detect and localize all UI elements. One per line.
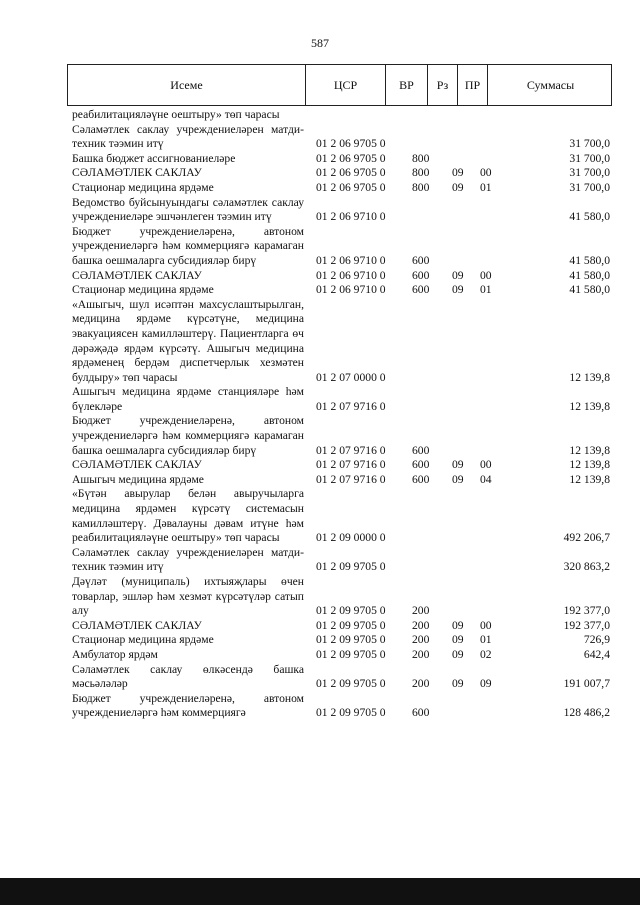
row-name: Дәүләт (муниципаль) ихтыяҗлары өчен товарлар, эшләр һәм хезмәт күрсәтүләр сатып алу: [72, 575, 304, 618]
row-csr: 01 2 09 9705 0: [316, 618, 386, 632]
row-sum: 726,9: [583, 633, 610, 647]
table-row: [72, 269, 612, 284]
row-csr: 01 2 07 9716 0: [316, 472, 386, 486]
row-csr: 01 2 07 9716 0: [316, 399, 386, 413]
row-vr: 200: [412, 604, 430, 618]
row-pr: 04: [480, 472, 492, 486]
column-header-sum: Суммасы: [526, 77, 575, 92]
table-row: [72, 619, 612, 634]
table-row: [72, 181, 612, 196]
row-sum: 492 206,7: [563, 531, 610, 545]
row-sum: 12 139,8: [569, 399, 610, 413]
row-csr: 01 2 06 9705 0: [316, 166, 386, 180]
row-name: «Ашыгыч, шул исәптән махсуслаштырылган, медицина ярдәме күрсәтүне, медицина эвакуациясен камилләштерү. Пациентларга өч дәрәҗәдә ярдәм күрсәтү. Ашыгыч медицина ярдәменең бердәм диспетчерлык хезмәтен булдыру» төп чарасы: [72, 297, 304, 384]
row-csr: 01 2 09 9705 0: [316, 604, 386, 618]
table-row: [72, 458, 612, 473]
row-sum: 12 139,8: [569, 370, 610, 384]
row-csr: 01 2 06 9710 0: [316, 210, 386, 224]
row-csr: 01 2 09 0000 0: [316, 531, 386, 545]
row-name: реабилитацияләүне оештыру» төп чарасы: [72, 108, 280, 121]
row-csr: 01 2 09 9705 0: [316, 560, 386, 574]
row-rz: 09: [452, 268, 464, 282]
column-header-vr: ВР: [386, 65, 428, 105]
table-row: [72, 692, 612, 721]
row-vr: 600: [412, 443, 430, 457]
row-csr: 01 2 09 9705 0: [316, 677, 386, 691]
table-row: [72, 385, 612, 414]
row-sum: 642,4: [583, 647, 610, 661]
row-csr: 01 2 09 9705 0: [316, 633, 386, 647]
row-name: СӘЛАМӘТЛЕК САКЛАУ: [72, 458, 202, 472]
row-rz: 09: [452, 458, 464, 472]
row-vr: 200: [412, 633, 430, 647]
row-rz: 09: [452, 647, 464, 661]
row-pr: 00: [480, 618, 492, 632]
column-header-name: Исеме: [68, 65, 306, 105]
row-name: Ведомство буйсынуындагы сәламәтлек саклау учреждениеләре эшчәнлеген тәэмин итү: [72, 195, 304, 224]
table-row: [72, 123, 612, 152]
row-sum: 41 580,0: [569, 253, 610, 267]
row-csr: 01 2 09 9705 0: [316, 647, 386, 661]
row-csr: 01 2 06 9705 0: [316, 137, 386, 151]
column-header-rz: Рз: [428, 65, 458, 105]
table-row: [72, 283, 612, 298]
row-name: Стационар медицина ярдәме: [72, 180, 214, 194]
table-row: [72, 196, 612, 225]
row-csr: 01 2 06 9705 0: [316, 151, 386, 165]
row-sum: 31 700,0: [569, 151, 610, 165]
row-vr: 600: [412, 706, 430, 720]
table-row: [72, 633, 612, 648]
table-row: [72, 473, 612, 488]
row-pr: 00: [480, 268, 492, 282]
row-vr: 600: [412, 268, 430, 282]
row-name: «Бүтән авырулар белән авыручыларга медицина ярдәмен күрсәтү системасын камилләштерү. Дәвалауны дәвам итүне һәм реабилитацияләүне оештыру» төп чарасы: [72, 487, 304, 545]
row-vr: 600: [412, 253, 430, 267]
row-rz: 09: [452, 618, 464, 632]
row-rz: 09: [452, 283, 464, 297]
table-row: [72, 414, 612, 458]
table-row: [72, 487, 612, 545]
row-rz: 09: [452, 166, 464, 180]
row-rz: 09: [452, 633, 464, 647]
column-header-pr: ПР: [458, 65, 488, 105]
row-name: СӘЛАМӘТЛЕК САКЛАУ: [72, 268, 202, 282]
row-name: Бюджет учреждениеләренә, автоном учреждениеләргә һәм коммерциягә: [72, 691, 304, 720]
row-name: СӘЛАМӘТЛЕК САКЛАУ: [72, 166, 202, 180]
row-vr: 800: [412, 180, 430, 194]
row-rz: 09: [452, 472, 464, 486]
row-vr: 600: [412, 283, 430, 297]
row-sum: 31 700,0: [569, 180, 610, 194]
table-row: [72, 298, 612, 386]
table-row: [72, 225, 612, 269]
row-name: Бюджет учреждениеләренә, автоном учреждениеләргә һәм коммерциягә карамаган башка оешмаларга субсидияләр бирү: [72, 414, 304, 457]
row-csr: 01 2 07 0000 0: [316, 370, 386, 384]
row-csr: 01 2 09 9705 0: [316, 706, 386, 720]
row-pr: 01: [480, 633, 492, 647]
row-name: Сәламәтлек саклау учреждениеләрен матди-техник тәэмин итү: [72, 545, 304, 574]
table-row: [72, 648, 612, 663]
row-name: Стационар медицина ярдәме: [72, 633, 214, 647]
row-name: Сәламәтлек саклау учреждениеләрен матди-техник тәэмин итү: [72, 122, 304, 151]
table-row: [72, 575, 612, 619]
table-row: [72, 166, 612, 181]
row-name: Башка бюджет ассигнованиеләре: [72, 151, 236, 165]
row-sum: 41 580,0: [569, 210, 610, 224]
budget-table-body: [72, 108, 612, 721]
row-csr: 01 2 06 9710 0: [316, 268, 386, 282]
row-pr: 00: [480, 458, 492, 472]
row-sum: 41 580,0: [569, 268, 610, 282]
row-sum: 41 580,0: [569, 283, 610, 297]
scan-bottom-edge: [0, 878, 640, 905]
row-sum: 128 486,2: [563, 706, 610, 720]
table-row: [72, 546, 612, 575]
row-vr: 800: [412, 151, 430, 165]
row-csr: 01 2 07 9716 0: [316, 443, 386, 457]
table-header: [67, 64, 612, 106]
row-sum: 320 863,2: [563, 560, 610, 574]
table-row: [72, 152, 612, 167]
row-sum: 12 139,8: [569, 443, 610, 457]
row-name: Бюджет учреждениеләренә, автоном учреждениеләргә һәм коммерциягә карамаган башка оешмаларга субсидияләр бирү: [72, 224, 304, 267]
row-sum: 31 700,0: [569, 166, 610, 180]
row-sum: 12 139,8: [569, 458, 610, 472]
row-name: Сәламәтлек саклау өлкәсендә башка мәсьәләләр: [72, 662, 304, 691]
row-name: Амбулатор ярдәм: [72, 647, 158, 661]
row-vr: 200: [412, 647, 430, 661]
row-sum: 192 377,0: [563, 618, 610, 632]
table-row: [72, 663, 612, 692]
row-vr: 600: [412, 472, 430, 486]
table-row: [72, 108, 612, 123]
row-pr: 01: [480, 180, 492, 194]
row-rz: 09: [452, 180, 464, 194]
row-vr: 200: [412, 677, 430, 691]
row-csr: 01 2 06 9710 0: [316, 253, 386, 267]
row-pr: 01: [480, 283, 492, 297]
row-pr: 02: [480, 647, 492, 661]
row-vr: 800: [412, 166, 430, 180]
page-number: 587: [311, 36, 329, 50]
row-csr: 01 2 06 9710 0: [316, 283, 386, 297]
row-name: Ашыгыч медицина ярдәме: [72, 472, 204, 486]
row-csr: 01 2 07 9716 0: [316, 458, 386, 472]
row-csr: 01 2 06 9705 0: [316, 180, 386, 194]
row-name: Стационар медицина ярдәме: [72, 283, 214, 297]
row-sum: 31 700,0: [569, 137, 610, 151]
row-pr: 00: [480, 166, 492, 180]
row-pr: 09: [480, 677, 492, 691]
row-name: Ашыгыч медицина ярдәме станцияләре һәм бүлекләре: [72, 385, 304, 413]
column-header-csr: ЦСР: [306, 65, 386, 105]
row-sum: 191 007,7: [563, 677, 610, 691]
row-name: СӘЛАМӘТЛЕК САКЛАУ: [72, 618, 202, 632]
row-sum: 192 377,0: [563, 604, 610, 618]
row-sum: 12 139,8: [569, 472, 610, 486]
row-vr: 200: [412, 618, 430, 632]
row-rz: 09: [452, 677, 464, 691]
row-vr: 600: [412, 458, 430, 472]
